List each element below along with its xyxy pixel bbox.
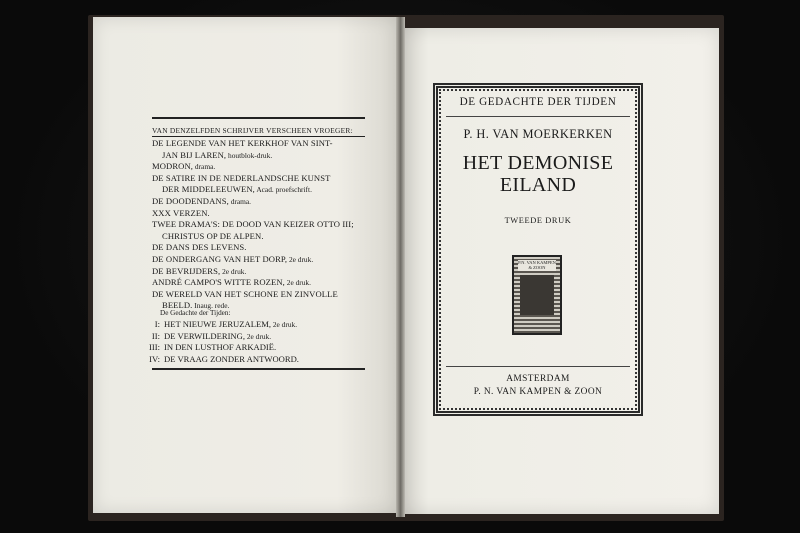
book-title-line-2: EILAND: [499, 174, 577, 196]
work-entry: [152, 254, 367, 266]
series-title-entry: DE VRAAG ZONDER ANTWOORD.: [164, 354, 299, 365]
work-title: DE DOODENDANS,: [152, 195, 229, 206]
work-title: XXX VERZEN.: [152, 207, 210, 218]
series-entry: [144, 342, 369, 354]
work-entry: [152, 173, 367, 185]
work-title: DE SATIRE IN DE NEDERLANDSCHE KUNST: [152, 172, 331, 183]
work-note: drama.: [228, 196, 252, 206]
imprint: [446, 373, 630, 399]
work-entry: [152, 266, 367, 278]
series-entry: [144, 319, 369, 331]
work-entry: [152, 150, 367, 162]
series-note: 2e druk.: [271, 320, 298, 329]
work-title: DE LEGENDE VAN HET KERKHOF VAN SINT-: [152, 138, 333, 148]
work-title: ANDRÉ CAMPO'S WITTE ROZEN,: [152, 277, 285, 288]
work-entry: [152, 277, 367, 289]
work-entry: [152, 138, 367, 150]
imprint-rule: [446, 366, 630, 367]
series-list: [144, 319, 369, 366]
series-number: I:: [154, 319, 160, 329]
work-entry: [152, 231, 367, 243]
bibliography-list: [152, 138, 367, 312]
emblem-text: P.N. VAN KAMPEN & ZOON: [518, 260, 556, 270]
work-title: BEELD.: [162, 300, 193, 311]
book-title: [446, 152, 630, 196]
work-note: 2e druk.: [220, 266, 247, 276]
series-title: DE GEDACHTE DER TIJDEN: [459, 96, 617, 108]
publisher-emblem: [512, 255, 562, 335]
work-title: CHRISTUS OP DE ALPEN.: [162, 230, 264, 241]
work-title: DE BEVRIJDERS,: [152, 265, 221, 276]
bottom-rule: [152, 368, 365, 370]
series-title-entry: IN DEN LUSTHOF ARKADIË.: [164, 342, 277, 353]
series-note: 2e druk.: [245, 331, 272, 341]
emblem-image: [520, 275, 554, 315]
work-entry: [152, 184, 367, 196]
work-entry: [152, 242, 367, 254]
work-title: DE ONDERGANG VAN HET DORP,: [152, 253, 288, 264]
work-note: drama.: [193, 162, 216, 172]
work-entry: [152, 289, 367, 301]
work-title: DE WERELD VAN HET SCHONE EN ZINVOLLE: [152, 288, 338, 299]
series-entry: [144, 331, 369, 343]
work-title: JAN BIJ LAREN,: [162, 149, 227, 160]
edition-label: TWEEDE DRUK: [504, 216, 572, 225]
title-rule: [446, 116, 630, 117]
work-entry: [152, 219, 367, 231]
imprint-city: AMSTERDAM: [506, 374, 570, 384]
work-title: TWEE DRAMA'S: DE DOOD VAN KEIZER OTTO III;: [152, 219, 354, 230]
work-entry: [152, 196, 367, 208]
work-note: Inaug. rede.: [192, 301, 230, 311]
bibliography-heading: VAN DENZELFDEN SCHRIJVER VERSCHEEN VROEGER:: [152, 126, 353, 135]
series-title-entry: HET NIEUWE JERUZALEM,: [164, 319, 272, 329]
book-gutter: [396, 17, 405, 517]
work-note: 2e druk.: [287, 254, 314, 264]
book-title-line-1: HET DEMONISE: [462, 152, 614, 174]
series-title-entry: DE VERWILDERING,: [164, 330, 245, 341]
work-note: Acad. proefschrift.: [254, 185, 312, 195]
series-heading: De Gedachte der Tijden:: [160, 309, 231, 317]
work-entry: [152, 208, 367, 220]
top-rule: [152, 117, 365, 119]
series-number: IV:: [149, 354, 160, 365]
work-entry: [152, 161, 367, 173]
series-entry: [144, 354, 369, 366]
series-number: II:: [151, 330, 160, 341]
work-title: MODRON,: [152, 161, 194, 172]
work-note: houtblok-druk.: [226, 150, 273, 160]
heading-rule: [152, 136, 365, 137]
work-title: DER MIDDELEEUWEN,: [162, 184, 255, 195]
imprint-publisher: P. N. VAN KAMPEN & ZOON: [473, 387, 603, 397]
work-title: DE DANS DES LEVENS.: [152, 242, 247, 253]
author-name: P. H. VAN MOERKERKEN: [463, 127, 613, 141]
work-note: 2e druk.: [284, 278, 311, 288]
series-number: III:: [149, 342, 160, 353]
